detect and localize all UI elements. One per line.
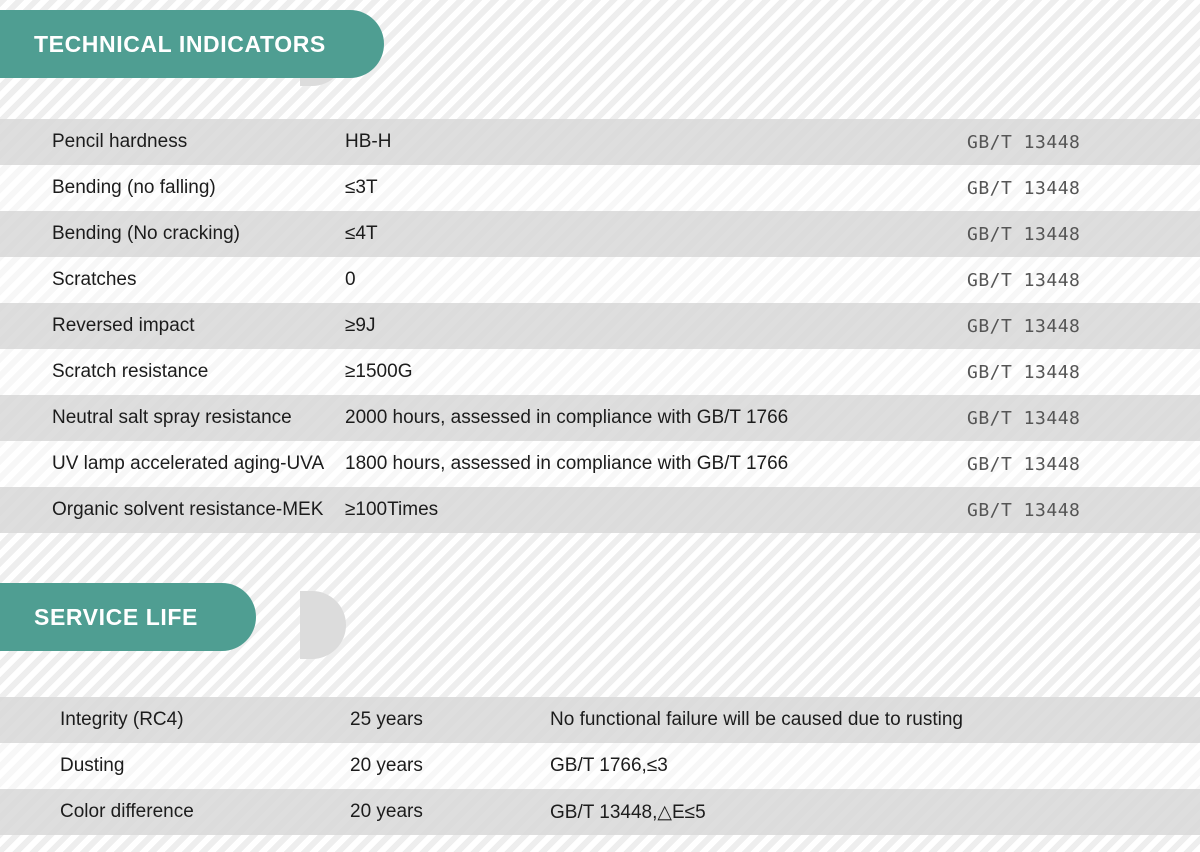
duration-cell: 25 years	[350, 709, 423, 730]
property-cell: Bending (No cracking)	[52, 223, 240, 244]
service-life-table-wrapper	[0, 697, 1200, 835]
property-cell: Reversed impact	[52, 315, 195, 336]
value-cell: 2000 hours, assessed in compliance with GB/T 1766	[345, 407, 789, 428]
value-cell: HB-H	[345, 131, 392, 152]
standard-cell: GB/T 13448	[967, 453, 1081, 475]
service-life-banner	[0, 583, 1200, 651]
value-cell: 0	[345, 269, 356, 290]
standard-cell: GB/T 13448	[967, 269, 1081, 291]
table-row	[0, 303, 1200, 349]
technical-indicators-banner-body	[0, 10, 384, 78]
property-cell: Bending (no falling)	[52, 177, 216, 198]
standard-cell: GB/T 13448	[967, 499, 1081, 521]
technical-indicators-table	[0, 119, 1200, 533]
standard-cell: GB/T 13448	[967, 177, 1081, 199]
service-life-banner-body	[0, 583, 256, 651]
property-cell: Color difference	[60, 801, 194, 822]
table-row	[0, 441, 1200, 487]
value-cell: 1800 hours, assessed in compliance with GB/T 1766	[345, 453, 789, 474]
duration-cell: 20 years	[350, 755, 423, 776]
property-cell: Neutral salt spray resistance	[52, 407, 292, 428]
service-life-section	[0, 583, 1200, 835]
table-row	[0, 789, 1200, 835]
standard-cell: GB/T 13448	[967, 315, 1081, 337]
standard-cell: GB/T 13448	[967, 223, 1081, 245]
property-cell: UV lamp accelerated aging-UVA	[52, 453, 325, 474]
table-row	[0, 743, 1200, 789]
table-row	[0, 257, 1200, 303]
value-cell: ≥9J	[345, 315, 376, 336]
table-row	[0, 487, 1200, 533]
note-cell: GB/T 1766,≤3	[550, 755, 668, 776]
value-cell: ≤3T	[345, 177, 378, 198]
table-row	[0, 211, 1200, 257]
property-cell: Dusting	[60, 755, 125, 776]
technical-indicators-table-wrapper	[0, 119, 1200, 533]
value-cell: ≥100Times	[345, 499, 439, 520]
table-row	[0, 395, 1200, 441]
property-cell: Organic solvent resistance-MEK	[52, 499, 324, 520]
property-cell: Integrity (RC4)	[60, 709, 184, 730]
value-cell: ≥1500G	[345, 361, 413, 382]
value-cell: ≤4T	[345, 223, 378, 244]
standard-cell: GB/T 13448	[967, 361, 1081, 383]
table-row	[0, 697, 1200, 743]
note-cell: GB/T 13448,△E≤5	[550, 801, 706, 823]
technical-indicators-banner	[0, 10, 1200, 78]
property-cell: Pencil hardness	[52, 131, 188, 152]
property-cell: Scratch resistance	[52, 361, 209, 382]
property-cell: Scratches	[52, 269, 137, 290]
standard-cell: GB/T 13448	[967, 131, 1081, 153]
standard-cell: GB/T 13448	[967, 407, 1081, 429]
service-life-table	[0, 697, 1200, 835]
table-row	[0, 165, 1200, 211]
technical-indicators-title: TECHNICAL INDICATORS	[34, 31, 326, 57]
note-cell: No functional failure will be caused due to rusting	[550, 709, 963, 730]
technical-indicators-section	[0, 10, 1200, 533]
table-row	[0, 349, 1200, 395]
table-row	[0, 119, 1200, 165]
banner-shadow-decoration	[300, 591, 346, 659]
duration-cell: 20 years	[350, 801, 423, 822]
service-life-title: SERVICE LIFE	[34, 604, 198, 630]
